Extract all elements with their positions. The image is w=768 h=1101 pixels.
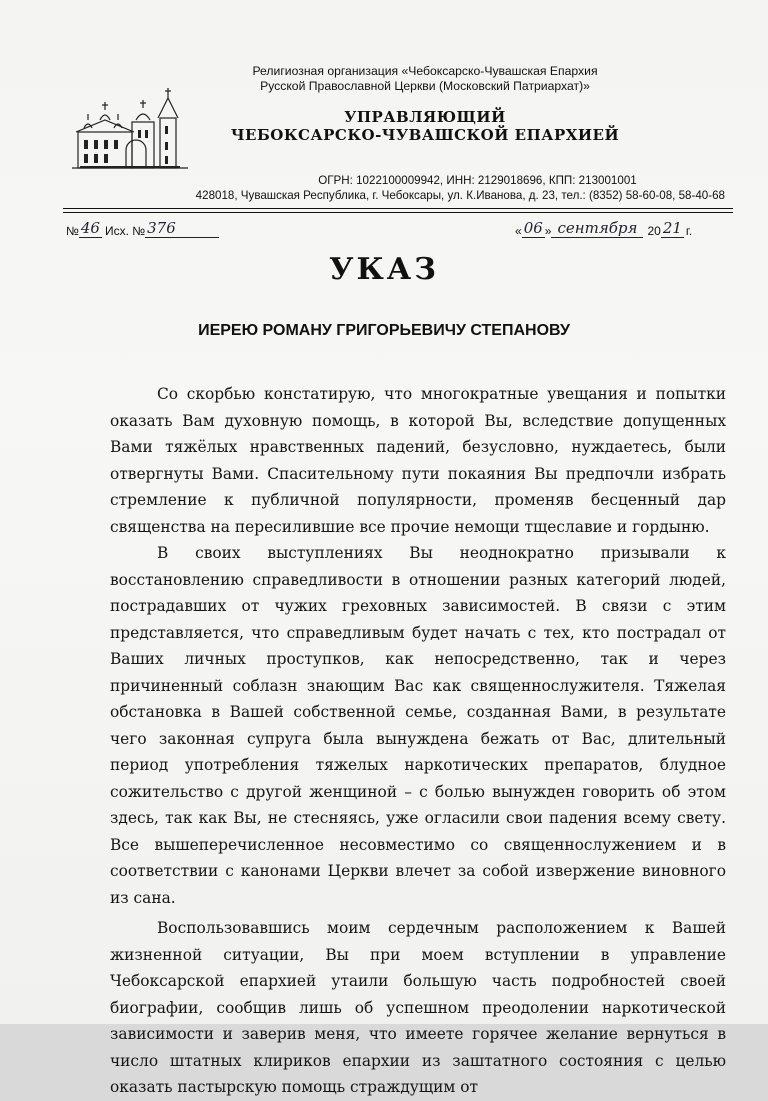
- date-day: 06: [523, 219, 543, 237]
- year-suffix: 21: [662, 219, 682, 237]
- date-month: сентября: [551, 219, 643, 238]
- outgoing-prefix: Исх. №: [104, 224, 146, 238]
- document-title: УКАЗ: [329, 252, 439, 287]
- year-prefix: 20: [647, 224, 661, 238]
- paragraph: В своих выступлениях Вы неоднократно призывали к восстановлению справедливости в отношении разных категорий людей, пострадавших от чужих греховных зависимостей. В связи с этим представляется, что справедливым будет начать с тех, кто пострадал от Ваших личных проступков, как непосредственно, так и через причиненный соблазн знающим Вас как священнослужителя. Тяжелая обстановка в Вашей собственной семье, созданная Вами, в результате чего законная супруга была вынуждена бежать от Вас, длительный период употребления тяжелых наркотических препаратов, блудное сожительство с другой женщиной – с болью вынужден говорить об этом здесь, так как Вы, не стесняясь, уже огласили свои падения всему свету. Все вышеперечисленное несовместимо со священнослужением и в соответствии с канонами Церкви влечет за собой извержение виновного из сана.: [110, 544, 726, 907]
- date-close-quote: »: [544, 224, 552, 238]
- date-open-quote: «: [515, 224, 522, 238]
- cathedral-emblem-icon: [70, 80, 190, 175]
- document-date-line: [515, 219, 692, 238]
- organization-name: [230, 64, 620, 94]
- number-value: 46: [80, 219, 100, 237]
- paragraph: Воспользовавшись моим сердечным расположением к Вашей жизненной ситуации, Вы при моем вступлении в управление Чебоксарской епархией утаили большую часть подробностей своей биографии, сообщив лишь об успешном преодолении наркотической зависимости и заверив меня, что имеете горячее желание вернуться в число штатных клириков епархии из заштатного состояния с целью оказать пастырскую помощь страждущим от: [110, 919, 726, 1096]
- org-line-1: Религиозная организация «Чебоксарско-Чувашская Епархия: [252, 64, 598, 78]
- number-prefix: №: [66, 224, 79, 238]
- header-divider: [63, 208, 733, 209]
- office-line-2: ЧЕБОКСАРСКО-ЧУВАШСКОЙ ЕПАРХИЕЙ: [230, 126, 620, 144]
- addressee: ИЕРЕЮ РОМАНУ ГРИГОРЬЕВИЧУ СТЕПАНОВУ: [198, 322, 570, 339]
- document-number-line: [66, 219, 219, 238]
- outgoing-value: 376: [145, 219, 219, 238]
- postal-address: 428018, Чувашская Республика, г. Чебоксары, ул. К.Иванова, д. 23, тел.: (8352) 58-60-08, 58-40-68: [195, 189, 725, 202]
- document-body: [110, 381, 726, 1101]
- registration-codes: ОГРН: 1022100009942, ИНН: 2129018696, КПП: 213001001: [318, 174, 637, 187]
- org-line-2: Русской Православной Церкви (Московский Патриархат)»: [260, 79, 590, 93]
- office-line-1: УПРАВЛЯЮЩИЙ: [344, 108, 506, 126]
- header-divider-thin: [63, 212, 733, 213]
- paragraph: Со скорбью констатирую, что многократные увещания и попытки оказать Вам духовную помощь, в которой Вы, вследствие допущенных Вами тяжёлых нравственных падений, безусловно, нуждаетесь, были отвергнуты Вами. Спасительному пути покаяния Вы предпочли избрать стремление к публичной популярности, променяв бесценный дар священства на пересилившие все прочие немощи тщеславие и гордыню.: [110, 385, 726, 536]
- requisites: [150, 173, 725, 203]
- year-label: г.: [685, 224, 693, 238]
- office-title: [230, 108, 620, 144]
